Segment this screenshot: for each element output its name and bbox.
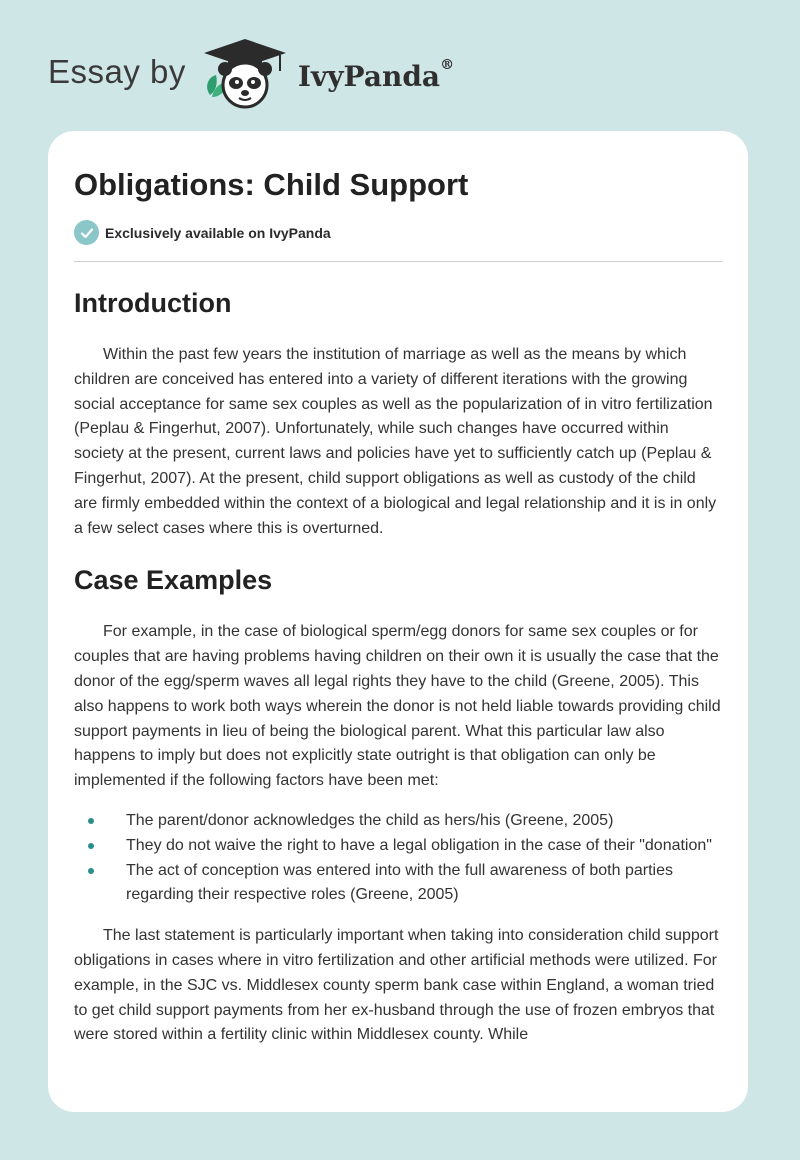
exclusive-badge (74, 220, 331, 245)
essay-card (48, 131, 748, 1112)
case-examples-paragraph: For example, in the case of biological sperm/egg donors for same sex couples or for couples that are having problems having children on their own it is usually the case that the donor of the egg/sperm waves all legal rights they have to the child (Greene, 2005). This also happens to work both ways wherein the donor is not held liable towards providing child support payments in lieu of being the biological parent. What this particular law also happens to imply but does not explicitly state outright is that obligation can only be implemented if the following factors have been met: (74, 623, 721, 790)
list-item: The act of conception was entered into with the full awareness of both parties regarding their respective roles (Greene, 2005) (74, 859, 722, 909)
divider (74, 261, 722, 262)
site-header (48, 34, 454, 110)
case-examples-paragraph-continued: The last statement is particularly important when taking into consideration child support obligations in cases where in vitro fertilization and other artificial methods were utilized. For example, in the SJC vs. Middlesex county sperm bank case within England, a woman tried to get child support payments from her ex-husband through the use of frozen embryos that were stored within a fertility clinic within Middlesex county. While (74, 927, 719, 1044)
bullet-icon (88, 818, 94, 824)
brand-name[interactable]: IvyPanda® (297, 57, 455, 93)
bullet-icon (88, 843, 94, 849)
list-item: They do not waive the right to have a legal obligation in the case of their "donation" (74, 834, 722, 859)
page-title: Obligations: Child Support (74, 167, 469, 202)
check-icon (74, 220, 99, 245)
section-heading-introduction: Introduction (74, 288, 232, 318)
section-heading-case-examples: Case Examples (74, 565, 273, 596)
exclusive-badge-label: Exclusively available on IvyPanda (105, 224, 331, 241)
introduction-paragraph: Within the past few years the institution of marriage as well as the means by which children are conceived has entered into a variety of different iterations with the growing social acceptance for same sex couples as well as the popularization of in vitro fertilization (Peplau & Fingerhut, 2007). Unfortunately, while such changes have occurred within society at the present, current laws and policies have yet to sufficiently catch up (Peplau & Fingerhut, 2007). At the present, child support obligations as well as custody of the child are firmly embedded within the context of a biological and legal relationship and it is in only a few select cases where this is overturned. (74, 346, 717, 537)
ivypanda-logo-icon[interactable] (200, 35, 290, 109)
list-item: The parent/donor acknowledges the child as hers/his (Greene, 2005) (74, 809, 722, 834)
essay-by-label: Essay by (48, 53, 186, 90)
article-body (74, 281, 722, 1048)
bullet-icon (88, 868, 94, 874)
registered-mark: ® (440, 57, 455, 74)
factors-list (74, 809, 722, 908)
